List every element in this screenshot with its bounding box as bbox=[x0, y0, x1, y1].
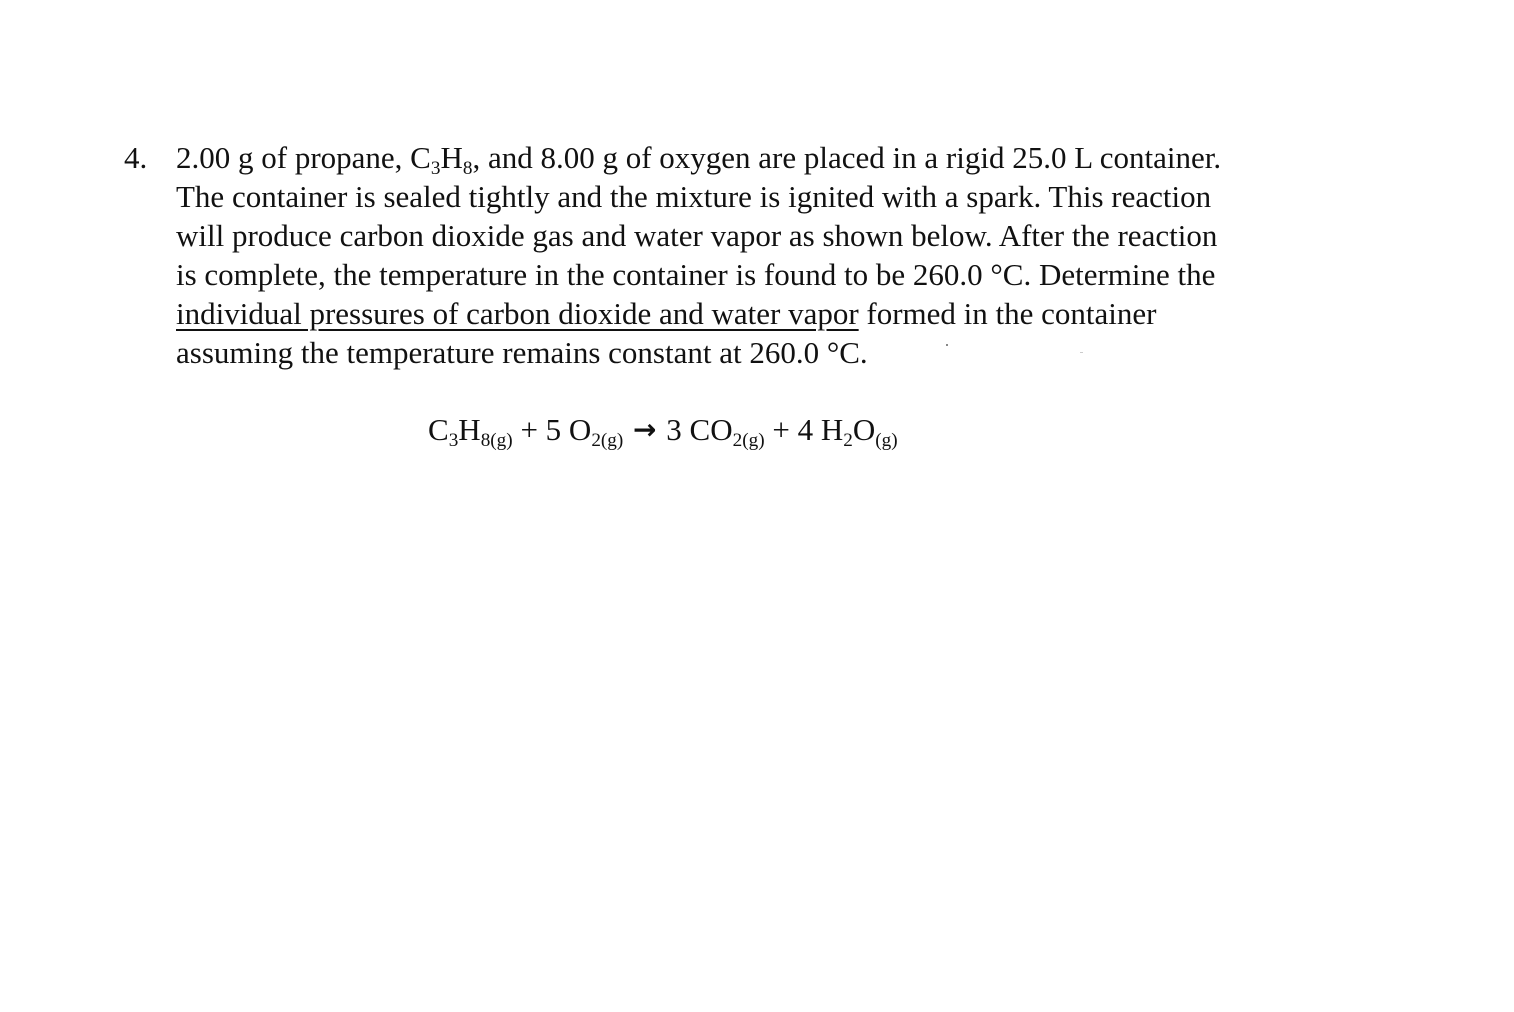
problem-line-1 bbox=[176, 138, 1344, 180]
reaction-arrow-icon: → bbox=[623, 413, 667, 446]
scan-speck bbox=[946, 344, 948, 346]
eq-sub-c: 3 bbox=[448, 430, 459, 452]
problem-line-5-rest: formed in the container bbox=[858, 296, 1157, 331]
eq-sub-h: 8(g) bbox=[480, 430, 513, 452]
eq-term-c: C bbox=[428, 412, 449, 447]
chemical-equation bbox=[428, 410, 898, 451]
problem-line-1-text-a: 2.00 g of propane, C bbox=[176, 140, 431, 175]
problem-line-2: The container is sealed tightly and the mixture is ignited with a spark. This reaction bbox=[176, 179, 1212, 214]
eq-term-water-h: + 4 H bbox=[764, 412, 844, 447]
eq-sub-co2: 2(g) bbox=[732, 430, 765, 452]
problem-number: 4. bbox=[124, 140, 148, 175]
eq-sub-water-h: 2 bbox=[843, 430, 853, 452]
underlined-task: individual pressures of carbon dioxide and water vapor bbox=[176, 296, 859, 331]
eq-term-h: H bbox=[458, 412, 481, 447]
eq-sub-water-state: (g) bbox=[875, 430, 898, 452]
eq-term-oxygen: + 5 O bbox=[512, 412, 592, 447]
eq-sub-oxygen: 2(g) bbox=[591, 430, 624, 452]
problem-line-5 bbox=[176, 294, 1344, 333]
propane-hydrogen-subscript: 8 bbox=[462, 158, 473, 180]
eq-term-water-o: O bbox=[852, 412, 876, 447]
propane-carbon-subscript: 3 bbox=[430, 158, 441, 180]
problem-line-3: will produce carbon dioxide gas and water vapor as shown below. After the reaction bbox=[176, 218, 1218, 253]
problem-text bbox=[176, 138, 1344, 372]
problem-line-1-text-b: H bbox=[440, 140, 463, 175]
eq-term-co2: 3 CO bbox=[666, 412, 733, 447]
problem-line-4: is complete, the temperature in the container is found to be 260.0 °C. Determine the bbox=[176, 257, 1216, 292]
problem-line-1-text-c: , and 8.00 g of oxygen are placed in a rigid 25.0 L container. bbox=[472, 140, 1222, 175]
problem-line-6: assuming the temperature remains constant at 260.0 °C. bbox=[176, 335, 868, 370]
scan-speck bbox=[1080, 352, 1083, 353]
